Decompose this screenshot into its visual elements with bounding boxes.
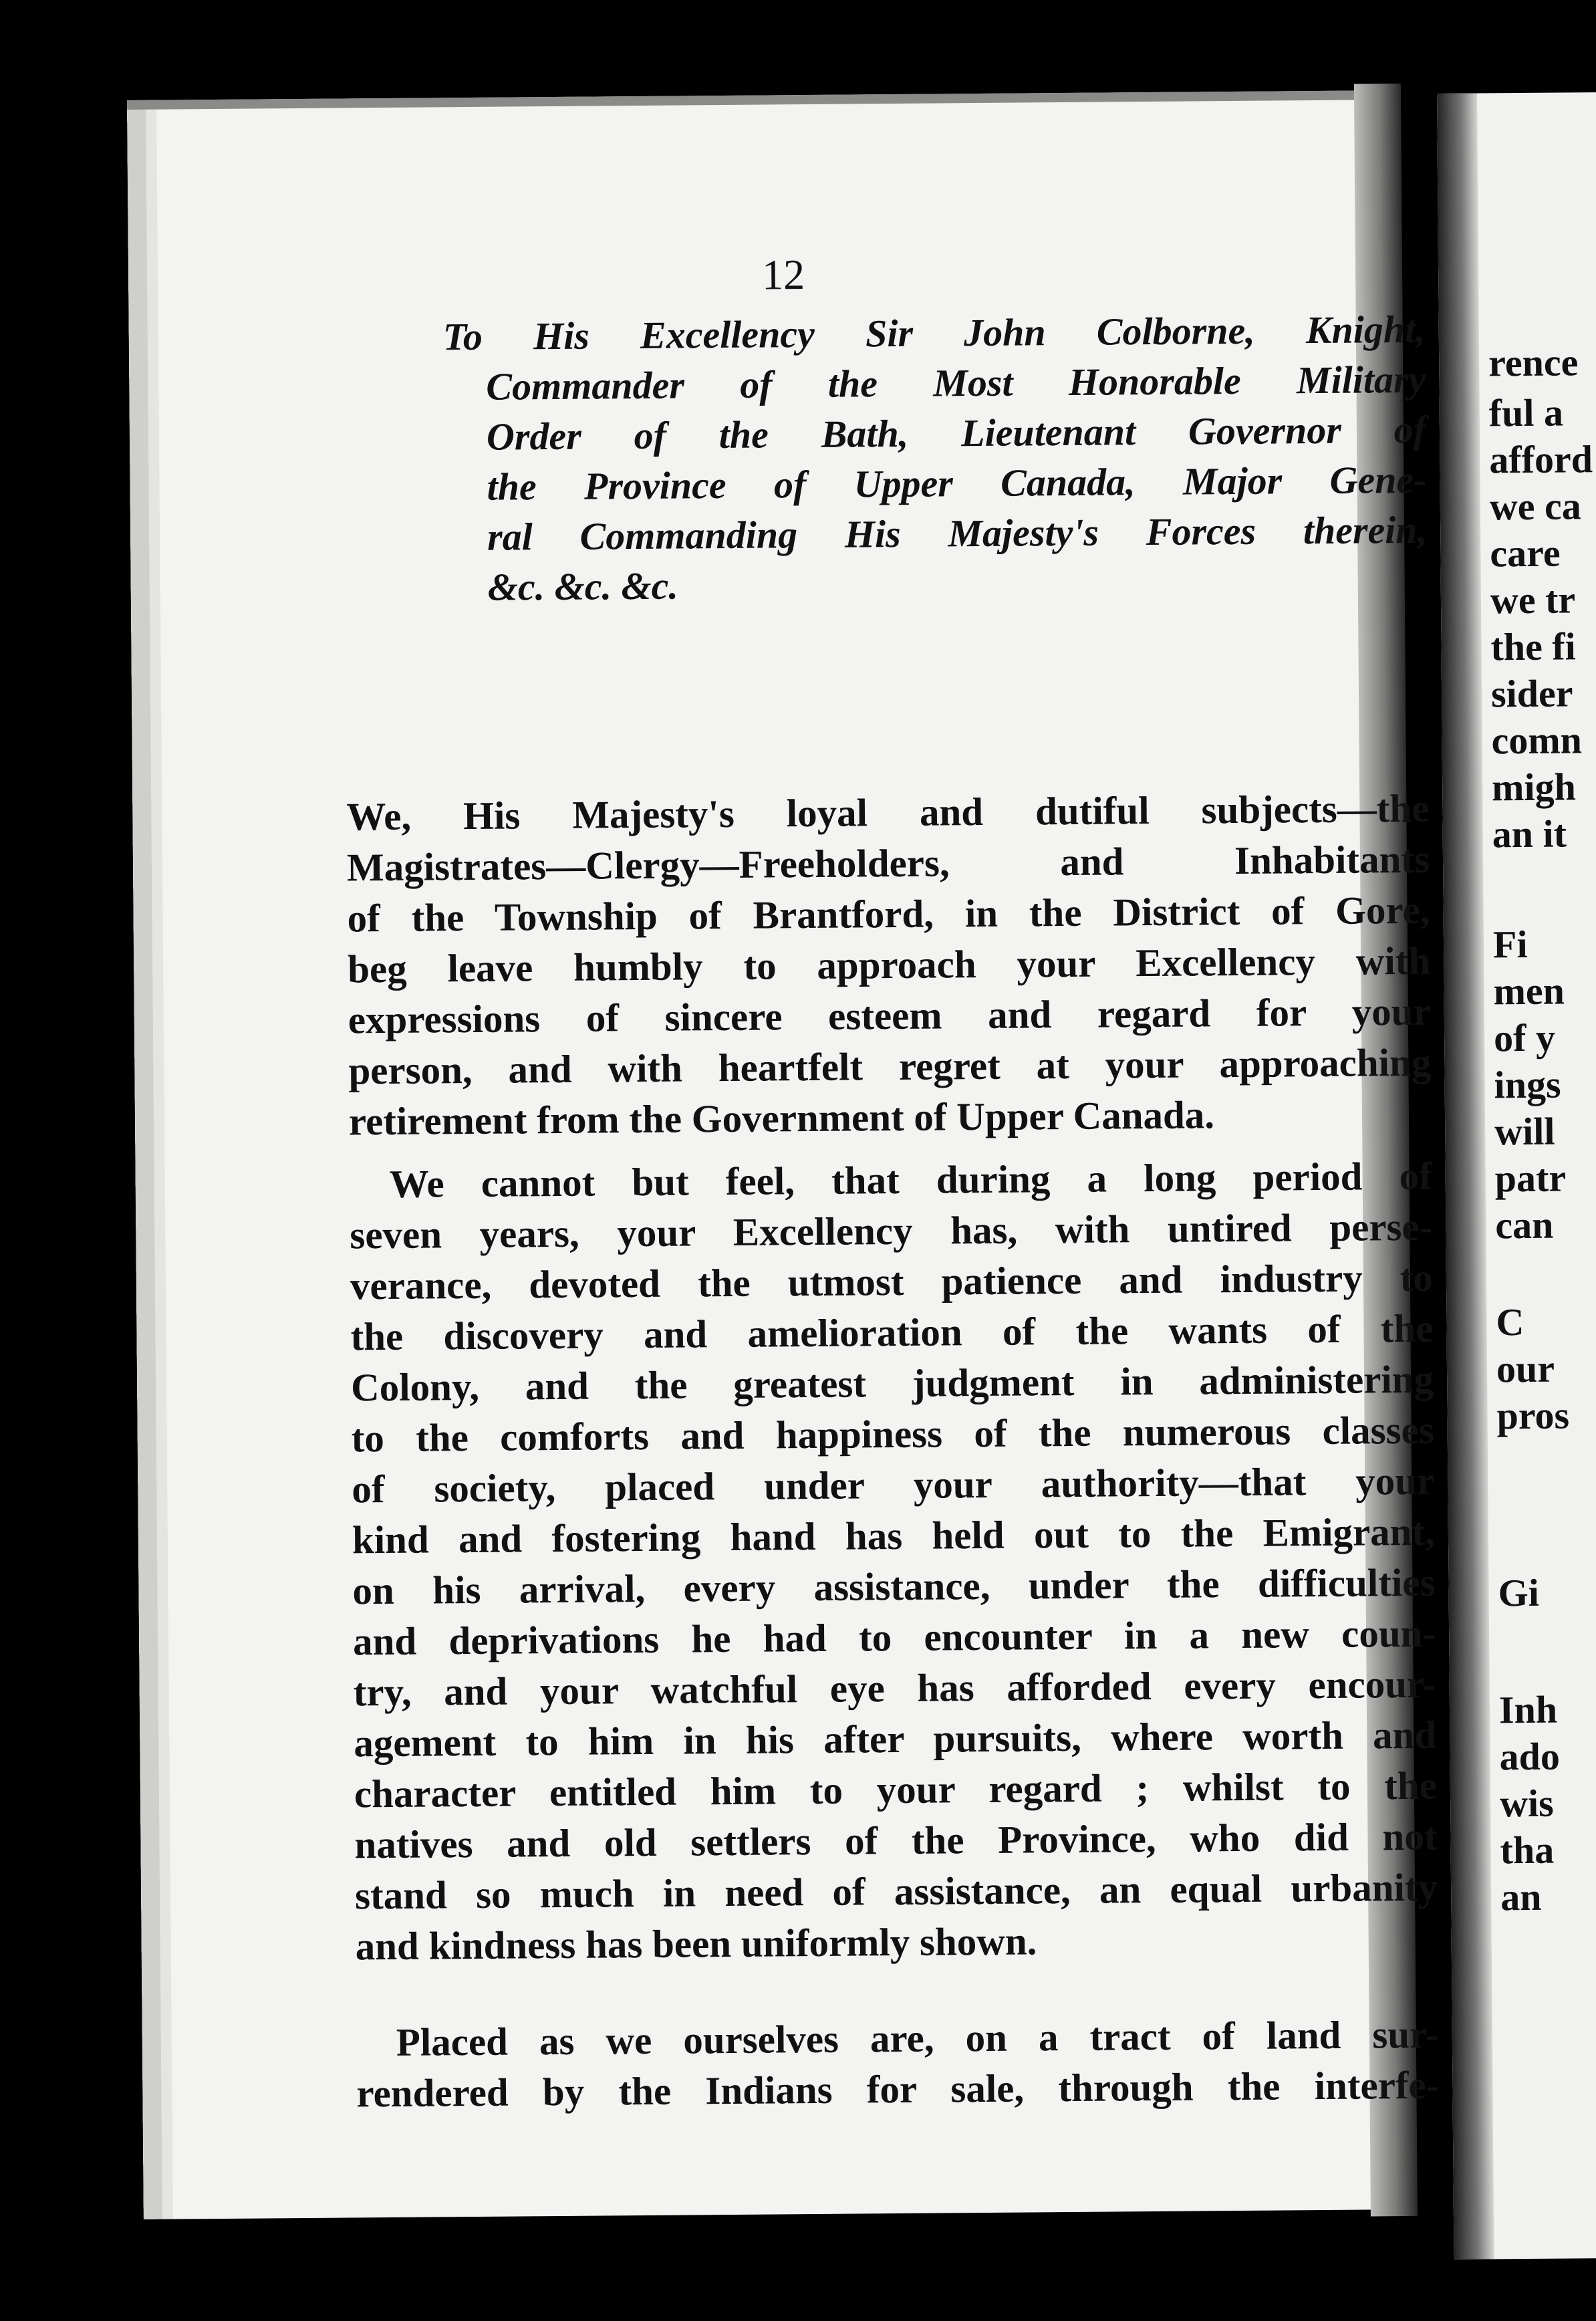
- facing-page-fragment: ings: [1494, 1062, 1561, 1107]
- dedication-line: &c. &c. &c.: [487, 564, 679, 609]
- text-line: person, and with heartfelt regret at your approaching: [348, 1040, 1432, 1093]
- facing-page-fragment: an it: [1492, 812, 1567, 856]
- facing-page-fragment: C: [1496, 1300, 1524, 1344]
- facing-page-fragment: migh: [1491, 765, 1577, 810]
- text-line: rendered by the Indians for sale, through the interfe-: [356, 2062, 1440, 2116]
- text-line: of the Township of Brantford, in the District of Gore,: [347, 887, 1430, 941]
- facing-page-fragment: comn: [1491, 718, 1583, 763]
- dedication-line: the Province of Upper Canada, Major Gene-: [487, 457, 1427, 509]
- text-line: beg leave humbly to approach your Excellency with: [347, 938, 1431, 991]
- facing-page-fragment: Gi: [1498, 1570, 1540, 1615]
- text-line: expressions of sincere esteem and regard for your: [348, 989, 1432, 1042]
- dedication-line: To His Excellency Sir John Colborne, Knight,: [442, 307, 1426, 359]
- facing-page-fragment: rence: [1488, 340, 1579, 385]
- facing-page-fragment: men: [1493, 969, 1565, 1013]
- facing-page-fragment: afford: [1489, 437, 1593, 482]
- facing-page-fragment: wis: [1499, 1781, 1554, 1826]
- dedication-line: ral Commanding His Majesty's Forces therein,: [487, 507, 1428, 559]
- text-line: verance, devoted the utmost patience and industry to: [350, 1255, 1434, 1308]
- body-paragraph: [356, 2009, 1440, 2119]
- body-paragraph: [349, 1150, 1438, 1972]
- facing-page-fragment: tha: [1500, 1828, 1555, 1872]
- gutter-shadow: [1437, 94, 1494, 2259]
- facing-page-fragment: of y: [1493, 1015, 1556, 1060]
- body-paragraph: [346, 783, 1432, 1147]
- facing-page-fragment: Inh: [1498, 1687, 1558, 1732]
- facing-page-fragment: our: [1496, 1346, 1555, 1391]
- facing-page-fragment: an: [1500, 1874, 1542, 1919]
- text-line: agement to him in his after pursuits, where worth and: [354, 1712, 1437, 1765]
- facing-page-fragment: ado: [1499, 1734, 1561, 1779]
- facing-page-fragment: we tr: [1490, 578, 1576, 622]
- text-line: to the comforts and happiness of the numerous classes: [351, 1407, 1434, 1461]
- text-line: character entitled him to your regard ; whilst to the: [354, 1763, 1438, 1816]
- facing-page-fragment: patr: [1494, 1156, 1567, 1201]
- page-top-edge: [127, 90, 1397, 110]
- left-page: [127, 90, 1440, 2219]
- page-number: 12: [761, 251, 805, 299]
- facing-page-fragment: ful a: [1488, 390, 1564, 435]
- text-line: We, His Majesty's loyal and dutiful subjects—the: [346, 785, 1430, 839]
- text-line: retirement from the Government of Upper Canada.: [348, 1092, 1215, 1144]
- text-line: of society, placed under your authority—that your: [352, 1458, 1435, 1511]
- text-line: Colony, and the greatest judgment in administering: [350, 1356, 1434, 1410]
- facing-page: [1437, 92, 1596, 2259]
- text-line: kind and fostering hand has held out to the Emigrant,: [352, 1509, 1436, 1562]
- dedication-line: Order of the Bath, Lieutenant Governor of: [486, 407, 1427, 459]
- text-line: We cannot but feel, that during a long period of: [389, 1153, 1432, 1206]
- text-line: seven years, your Excellency has, with untired perse-: [350, 1204, 1433, 1257]
- facing-page-fragment: care: [1490, 531, 1561, 576]
- dedication-heading: [442, 304, 1427, 613]
- facing-page-fragment: will: [1494, 1109, 1555, 1154]
- dedication-line: Commander of the Most Honorable Military: [486, 357, 1426, 408]
- facing-page-fragment: the fi: [1490, 624, 1577, 669]
- facing-page-fragment: pros: [1496, 1393, 1570, 1438]
- text-line: on his arrival, every assistance, under the difficulties: [352, 1560, 1436, 1613]
- text-line: natives and old settlers of the Province, who did not: [354, 1814, 1438, 1867]
- facing-page-fragment: sider: [1490, 671, 1573, 716]
- text-line: Magistrates—Clergy—Freeholders, and Inhabitants: [346, 836, 1430, 890]
- facing-page-fragment: we ca: [1489, 484, 1581, 529]
- facing-page-fragment: Fi: [1492, 922, 1528, 967]
- text-line: try, and your watchful eye has afforded every encour-: [353, 1661, 1436, 1715]
- text-line: and kindness has been uniformly shown.: [355, 1919, 1037, 1969]
- text-line: the discovery and amelioration of the wants of the: [350, 1306, 1434, 1359]
- text-line: stand so much in need of assistance, an equal urbanity: [354, 1864, 1438, 1918]
- facing-page-fragment: can: [1495, 1203, 1554, 1247]
- text-line: Placed as we ourselves are, on a tract of land sur-: [396, 2011, 1440, 2064]
- text-line: and deprivations he had to encounter in a new coun-: [352, 1610, 1436, 1664]
